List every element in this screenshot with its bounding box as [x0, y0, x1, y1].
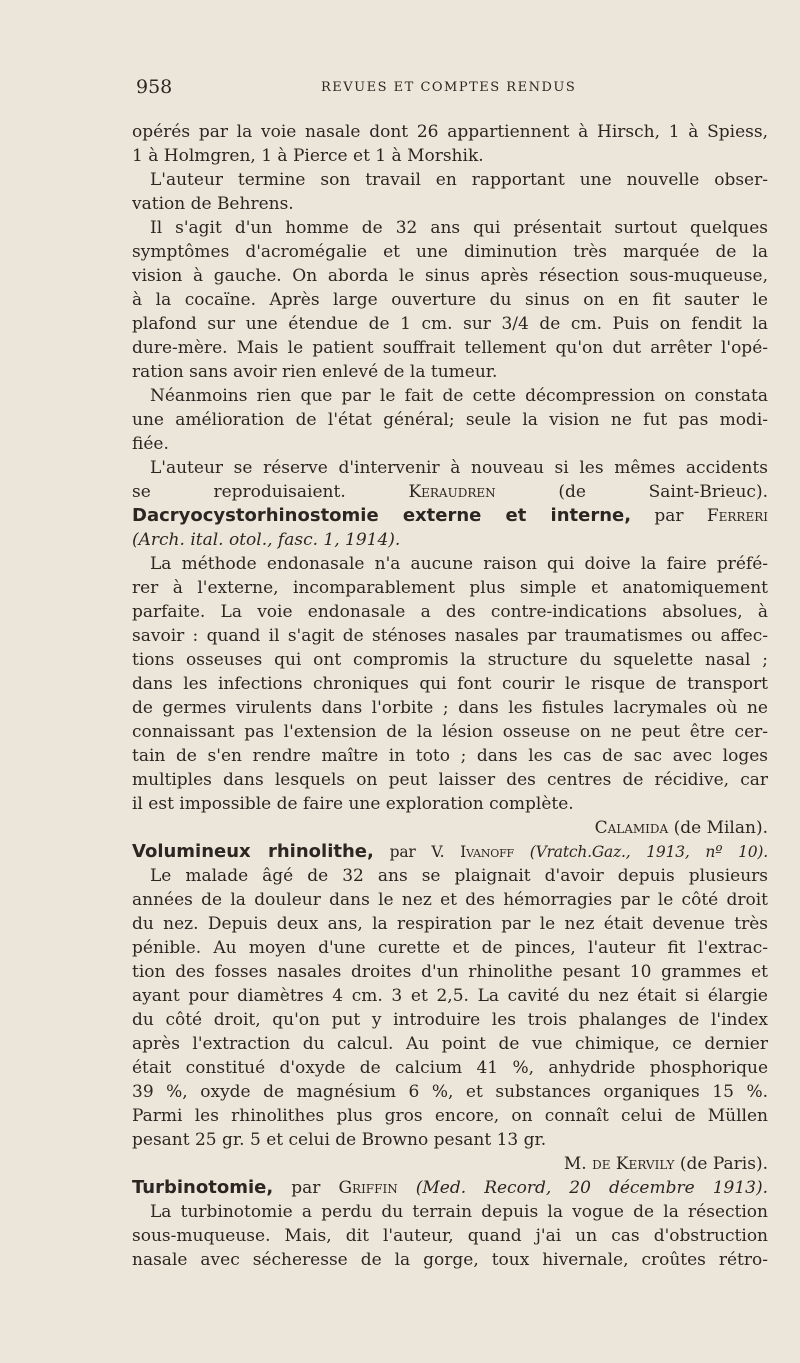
- text-line: Néanmoins rien que par le fait de cette décompression on constata: [150, 386, 768, 406]
- text-line: 39 %, oxyde de magnésium 6 %, et substances organiques 15 %.: [132, 1082, 768, 1102]
- text-line: il est impossible de faire une exploration complète.: [132, 794, 574, 814]
- text-line: vation de Behrens.: [132, 194, 294, 214]
- text-line: L'auteur se réserve d'intervenir à nouveau si les mêmes accidents: [150, 458, 768, 478]
- text-line: du nez. Depuis deux ans, la respiration par le nez était devenue très: [132, 914, 768, 934]
- text-line: une amélioration de l'état général; seule la vision ne fut pas modi-: [132, 410, 768, 430]
- text-line: sous-muqueuse. Mais, dit l'auteur, quand j'ai un cas d'obstruction: [132, 1226, 768, 1246]
- text-line: fiée.: [132, 434, 169, 454]
- section-heading-line: [132, 1176, 768, 1200]
- signature-line: [132, 816, 768, 840]
- text-span: se reproduisaient.: [132, 482, 346, 502]
- text-line: pesant 25 gr. 5 et celui de Browno pesant 13 gr.: [132, 1130, 547, 1150]
- text-line: Parmi les rhinolithes plus gros encore, on connaît celui de Müllen: [132, 1106, 768, 1126]
- article-title: Volumineux rhinolithe,: [132, 841, 374, 862]
- article-title: Turbinotomie,: [132, 1177, 274, 1198]
- text-line: parfaite. La voie endonasale a des contre-indications absolues, à: [132, 602, 768, 622]
- text-line: multiples dans lesquels on peut laisser des centres de récidive, car: [132, 770, 768, 790]
- author-name: Ivanoff: [460, 843, 514, 861]
- author-name: Ferreri: [706, 506, 768, 526]
- text-line: tion des fosses nasales droites d'un rhinolithe pesant 10 grammes et: [132, 962, 768, 982]
- text-line: Il s'agit d'un homme de 32 ans qui présentait surtout quelques: [150, 218, 768, 238]
- author-place: (de Milan).: [673, 818, 768, 838]
- author-name: Calamida: [594, 818, 669, 838]
- citation: (Arch. ital. otol., fasc. 1, 1914).: [132, 530, 401, 550]
- text-line: tain de s'en rendre maître in toto ; dans les cas de sac avec loges: [132, 746, 768, 766]
- text-line: savoir : quand il s'agit de sténoses nasales par traumatismes ou affec-: [132, 626, 768, 646]
- author-name: M. de Kervily: [563, 1154, 675, 1174]
- article-title: Dacryocystorhinostomie externe et interne,: [132, 505, 632, 526]
- text-line: dans les infections chroniques qui font courir le risque de transport: [132, 674, 768, 694]
- text-line: tions osseuses qui ont compromis la structure du squelette nasal ;: [132, 650, 768, 670]
- text-line: La méthode endonasale n'a aucune raison qui doive la faire préfé-: [150, 554, 768, 574]
- text-span: par: [654, 506, 684, 526]
- running-head: REVUES ET COMPTES RENDUS: [321, 80, 577, 95]
- text-line: opérés par la voie nasale dont 26 appartiennent à Hirsch, 1 à Spiess,: [132, 122, 768, 142]
- page-body: [132, 120, 768, 1272]
- text-line: Le malade âgé de 32 ans se plaignait d'avoir depuis plusieurs: [150, 866, 768, 886]
- text-span: par: [291, 1178, 321, 1198]
- text-line: connaissant pas l'extension de la lésion osseuse on ne peut être cer-: [132, 722, 768, 742]
- text-line: après l'extraction du calcul. Au point de vue chimique, ce dernier: [132, 1034, 768, 1054]
- author-place: (de Paris).: [679, 1154, 768, 1174]
- author-place: (de Saint-Brieuc).: [558, 482, 768, 502]
- text-line: [132, 480, 768, 504]
- signature-line: [132, 1152, 768, 1176]
- text-line: L'auteur termine son travail en rapportant une nouvelle obser-: [150, 170, 768, 190]
- text-line: était constitué d'oxyde de calcium 41 %, anhydride phosphorique: [132, 1058, 768, 1078]
- text-line: années de la douleur dans le nez et des hémorragies par le côté droit: [132, 890, 768, 910]
- text-line: à la cocaïne. Après large ouverture du sinus on en fit sauter le: [132, 290, 768, 310]
- page-number: 958: [136, 76, 173, 98]
- text-line: vision à gauche. On aborda le sinus après résection sous-muqueuse,: [132, 266, 768, 286]
- author-name: Keraudren: [408, 482, 496, 502]
- text-line: de germes virulents dans l'orbite ; dans les fistules lacrymales où ne: [132, 698, 768, 718]
- author-name: Griffin: [338, 1178, 398, 1198]
- citation-line: [132, 528, 768, 552]
- text-line: rer à l'externe, incomparablement plus simple et anatomiquement: [132, 578, 768, 598]
- citation: (Med. Record, 20 décembre 1913).: [415, 1178, 768, 1198]
- text-line: du côté droit, qu'on put y introduire les trois phalanges de l'index: [132, 1010, 768, 1030]
- text-line: 1 à Holmgren, 1 à Pierce et 1 à Morshik.: [132, 146, 484, 166]
- section-heading-line: [132, 504, 768, 528]
- page-header: [136, 76, 766, 102]
- text-span: par V.: [389, 843, 445, 861]
- text-line: La turbinotomie a perdu du terrain depuis la vogue de la résection: [150, 1202, 768, 1222]
- text-line: ayant pour diamètres 4 cm. 3 et 2,5. La cavité du nez était si élargie: [132, 986, 768, 1006]
- section-heading-line: [132, 840, 768, 864]
- text-line: plafond sur une étendue de 1 cm. sur 3/4 de cm. Puis on fendit la: [132, 314, 768, 334]
- text-line: ration sans avoir rien enlevé de la tumeur.: [132, 362, 498, 382]
- text-line: symptômes d'acromégalie et une diminution très marquée de la: [132, 242, 768, 262]
- text-line: pénible. Au moyen d'une curette et de pinces, l'auteur fit l'extrac-: [132, 938, 768, 958]
- text-line: nasale avec sécheresse de la gorge, toux hivernale, croûtes rétro-: [132, 1250, 768, 1270]
- text-line: dure-mère. Mais le patient souffrait tellement qu'on dut arrêter l'opé-: [132, 338, 768, 358]
- citation: (Vratch.Gaz., 1913, nº 10).: [529, 843, 768, 861]
